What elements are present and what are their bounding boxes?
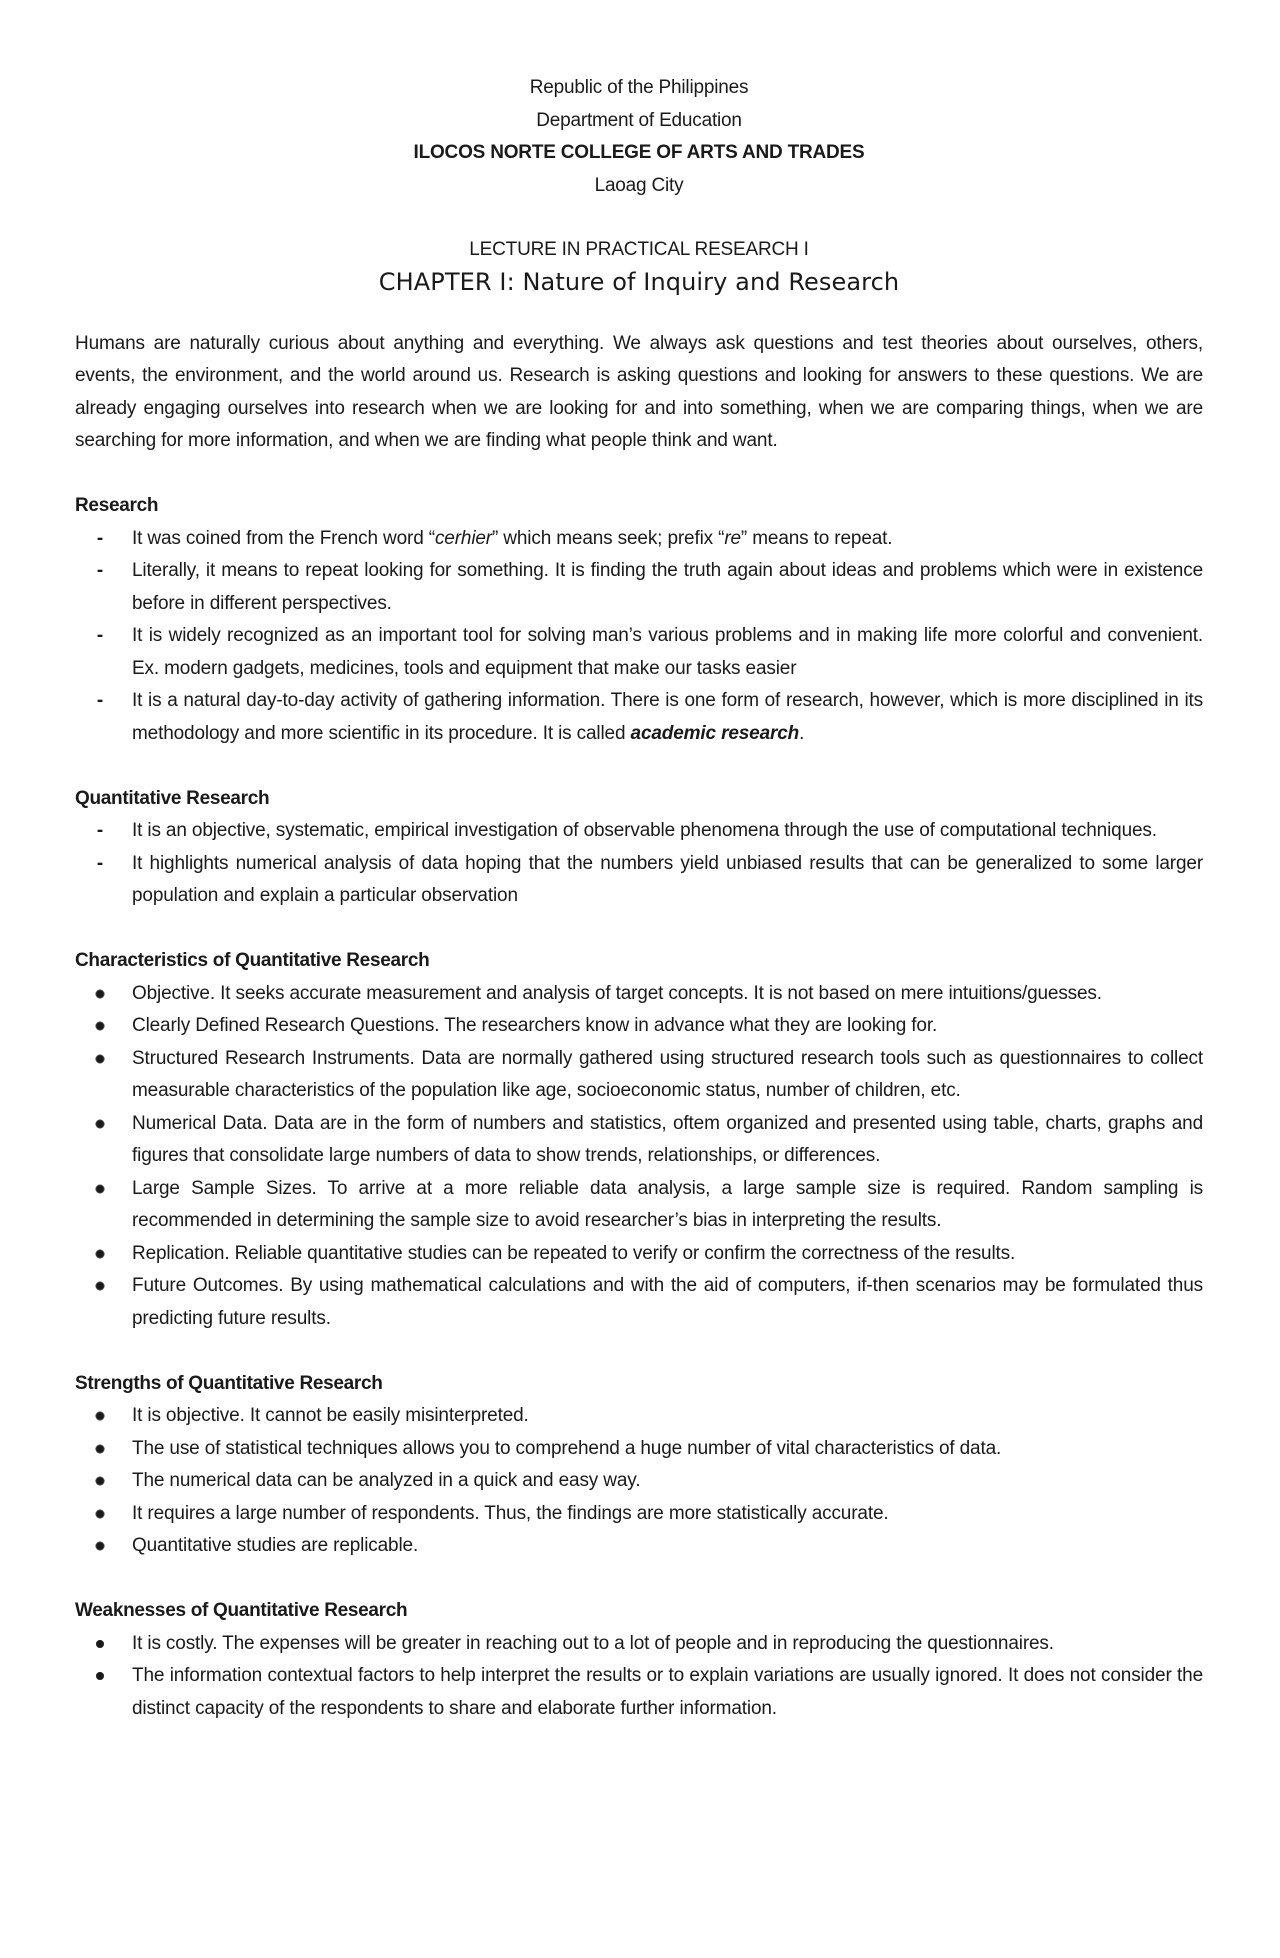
research-item-1-part2: ” which means seek; prefix “ — [491, 527, 725, 549]
list-item — [75, 1628, 1203, 1661]
list-item — [75, 1010, 1203, 1043]
header-department: Department of Education — [536, 109, 742, 131]
research-item-2: Literally, it means to repeat looking for something. It is finding the truth again about ideas and problems which were in existence before in different perspectives. — [132, 560, 1203, 614]
list-item — [75, 848, 1203, 913]
characteristic-research-questions: Clearly Defined Research Questions. The researchers know in advance what they are looking for. — [132, 1015, 938, 1036]
list-item — [75, 685, 1203, 750]
section-heading-weaknesses: Weaknesses of Quantitative Research — [75, 1600, 408, 1621]
strength-item-2: The use of statistical techniques allows you to comprehend a huge number of vital characteristics of data. — [132, 1437, 1002, 1459]
list-item — [75, 1238, 1203, 1271]
section-heading-strengths: Strengths of Quantitative Research — [75, 1372, 383, 1394]
dash-bullet-icon — [93, 555, 107, 588]
quantitative-item-2: It highlights numerical analysis of data hoping that the numbers yield unbiased results that can be generalized to some larger population and explain a particular observation — [132, 852, 1203, 906]
quantitative-item-1: It is an objective, systematic, empirical investigation of observable phenomena through the use of computational techniques. — [132, 820, 1157, 841]
lecture-title: LECTURE IN PRACTICAL RESEARCH I — [469, 239, 809, 260]
document-header — [75, 72, 1203, 297]
term-academic-research: academic research — [630, 722, 800, 744]
term-re: re — [724, 527, 741, 549]
weaknesses-list — [75, 1628, 1203, 1726]
characteristic-sample-sizes: Large Sample Sizes. To arrive at a more reliable data analysis, a large sample size is required. Random sampling is recommended in determining the sample size to avoid researcher’s bias in interpreting the results. — [132, 1177, 1203, 1231]
header-spacer — [75, 202, 1203, 234]
research-item-1-part1: It was coined from the French word “ — [132, 527, 435, 549]
document-page — [75, 72, 1203, 1725]
section-strengths — [75, 1368, 1203, 1563]
weakness-item-1: It is costly. The expenses will be greater in reaching out to a lot of people and in reproducing the questionnaires. — [132, 1632, 1054, 1654]
section-weaknesses — [75, 1595, 1203, 1725]
list-item — [75, 1400, 1203, 1433]
characteristic-replication: Replication. Reliable quantitative studies can be repeated to verify or confirm the correctness of the results. — [132, 1242, 1016, 1264]
strength-item-1: It is objective. It cannot be easily misinterpreted. — [132, 1405, 529, 1426]
list-item — [75, 1043, 1203, 1108]
research-list — [75, 523, 1203, 751]
strength-item-4: It requires a large number of respondents. Thus, the findings are more statistically accurate. — [132, 1502, 889, 1524]
strength-item-5: Quantitative studies are replicable. — [132, 1535, 419, 1556]
header-republic: Republic of the Philippines — [529, 77, 749, 98]
list-item — [75, 1270, 1203, 1335]
characteristics-list — [75, 978, 1203, 1336]
research-item-4-end: . — [799, 722, 805, 744]
list-item — [75, 555, 1203, 620]
section-heading-quantitative: Quantitative Research — [75, 787, 270, 809]
strengths-list — [75, 1400, 1203, 1563]
list-item — [75, 815, 1203, 848]
chapter-title: CHAPTER I: Nature of Inquiry and Research — [378, 267, 900, 296]
dash-bullet-icon — [93, 523, 107, 556]
list-item — [75, 1498, 1203, 1531]
list-item — [75, 1660, 1203, 1725]
list-item — [75, 1530, 1203, 1563]
dash-bullet-icon — [93, 848, 107, 881]
characteristic-future-outcomes: Future Outcomes. By using mathematical calculations and with the aid of computers, if-then scenarios may be formulated thus predicting future results. — [132, 1275, 1203, 1329]
intro-paragraph: Humans are naturally curious about anything and everything. We always ask questions and test theories about ourselves, others, events, the environment, and the world around us. Research is asking questions and looking for answers to these questions. We are already engaging ourselves into research when we are looking for and into something, when we are comparing things, when we are searching for more information, and when we are finding what people think and want. — [75, 332, 1203, 451]
research-item-4: It is a natural day-to-day activity of gathering information. There is one form of research, however, which is more disciplined in its methodology and more scientific in its procedure. It is called — [132, 690, 1203, 744]
section-characteristics — [75, 945, 1203, 1335]
dash-bullet-icon — [93, 685, 107, 718]
dash-bullet-icon — [93, 815, 107, 848]
list-item — [75, 523, 1203, 556]
section-heading-characteristics: Characteristics of Quantitative Research — [75, 950, 430, 971]
list-item — [75, 1433, 1203, 1466]
list-item — [75, 978, 1203, 1011]
list-item — [75, 620, 1203, 685]
research-item-1-part3: ” means to repeat. — [740, 527, 893, 549]
dash-bullet-icon — [93, 620, 107, 653]
research-item-3: It is widely recognized as an important tool for solving man’s various problems and in making life more colorful and convenient. Ex. modern gadgets, medicines, tools and equipment that make our tasks easier — [132, 625, 1203, 679]
term-cerhier: cerhier — [434, 527, 492, 549]
characteristic-objective: Objective. It seeks accurate measurement and analysis of target concepts. It is not based on mere intuitions/guesses. — [132, 982, 1102, 1004]
list-item — [75, 1173, 1203, 1238]
weakness-item-2: The information contextual factors to help interpret the results or to explain variations are usually ignored. It does not consider the distinct capacity of the respondents to share and elaborate further information. — [132, 1665, 1203, 1719]
strength-item-3: The numerical data can be analyzed in a quick and easy way. — [132, 1470, 641, 1491]
section-heading-research: Research — [75, 495, 159, 516]
section-quantitative-research — [75, 783, 1203, 913]
header-institution: ILOCOS NORTE COLLEGE OF ARTS AND TRADES — [413, 142, 865, 163]
header-city: Laoag City — [594, 174, 684, 196]
characteristic-numerical-data: Numerical Data. Data are in the form of numbers and statistics, oftem organized and presented using table, charts, graphs and figures that consolidate large numbers of data to show trends, relationships, or differences. — [132, 1112, 1203, 1166]
list-item — [75, 1108, 1203, 1173]
characteristic-instruments: Structured Research Instruments. Data are normally gathered using structured research tools such as questionnaires to collect measurable characteristics of the population like age, socioeconomic status, number of children, etc. — [132, 1047, 1203, 1101]
section-research — [75, 490, 1203, 750]
list-item — [75, 1465, 1203, 1498]
quantitative-list — [75, 815, 1203, 913]
